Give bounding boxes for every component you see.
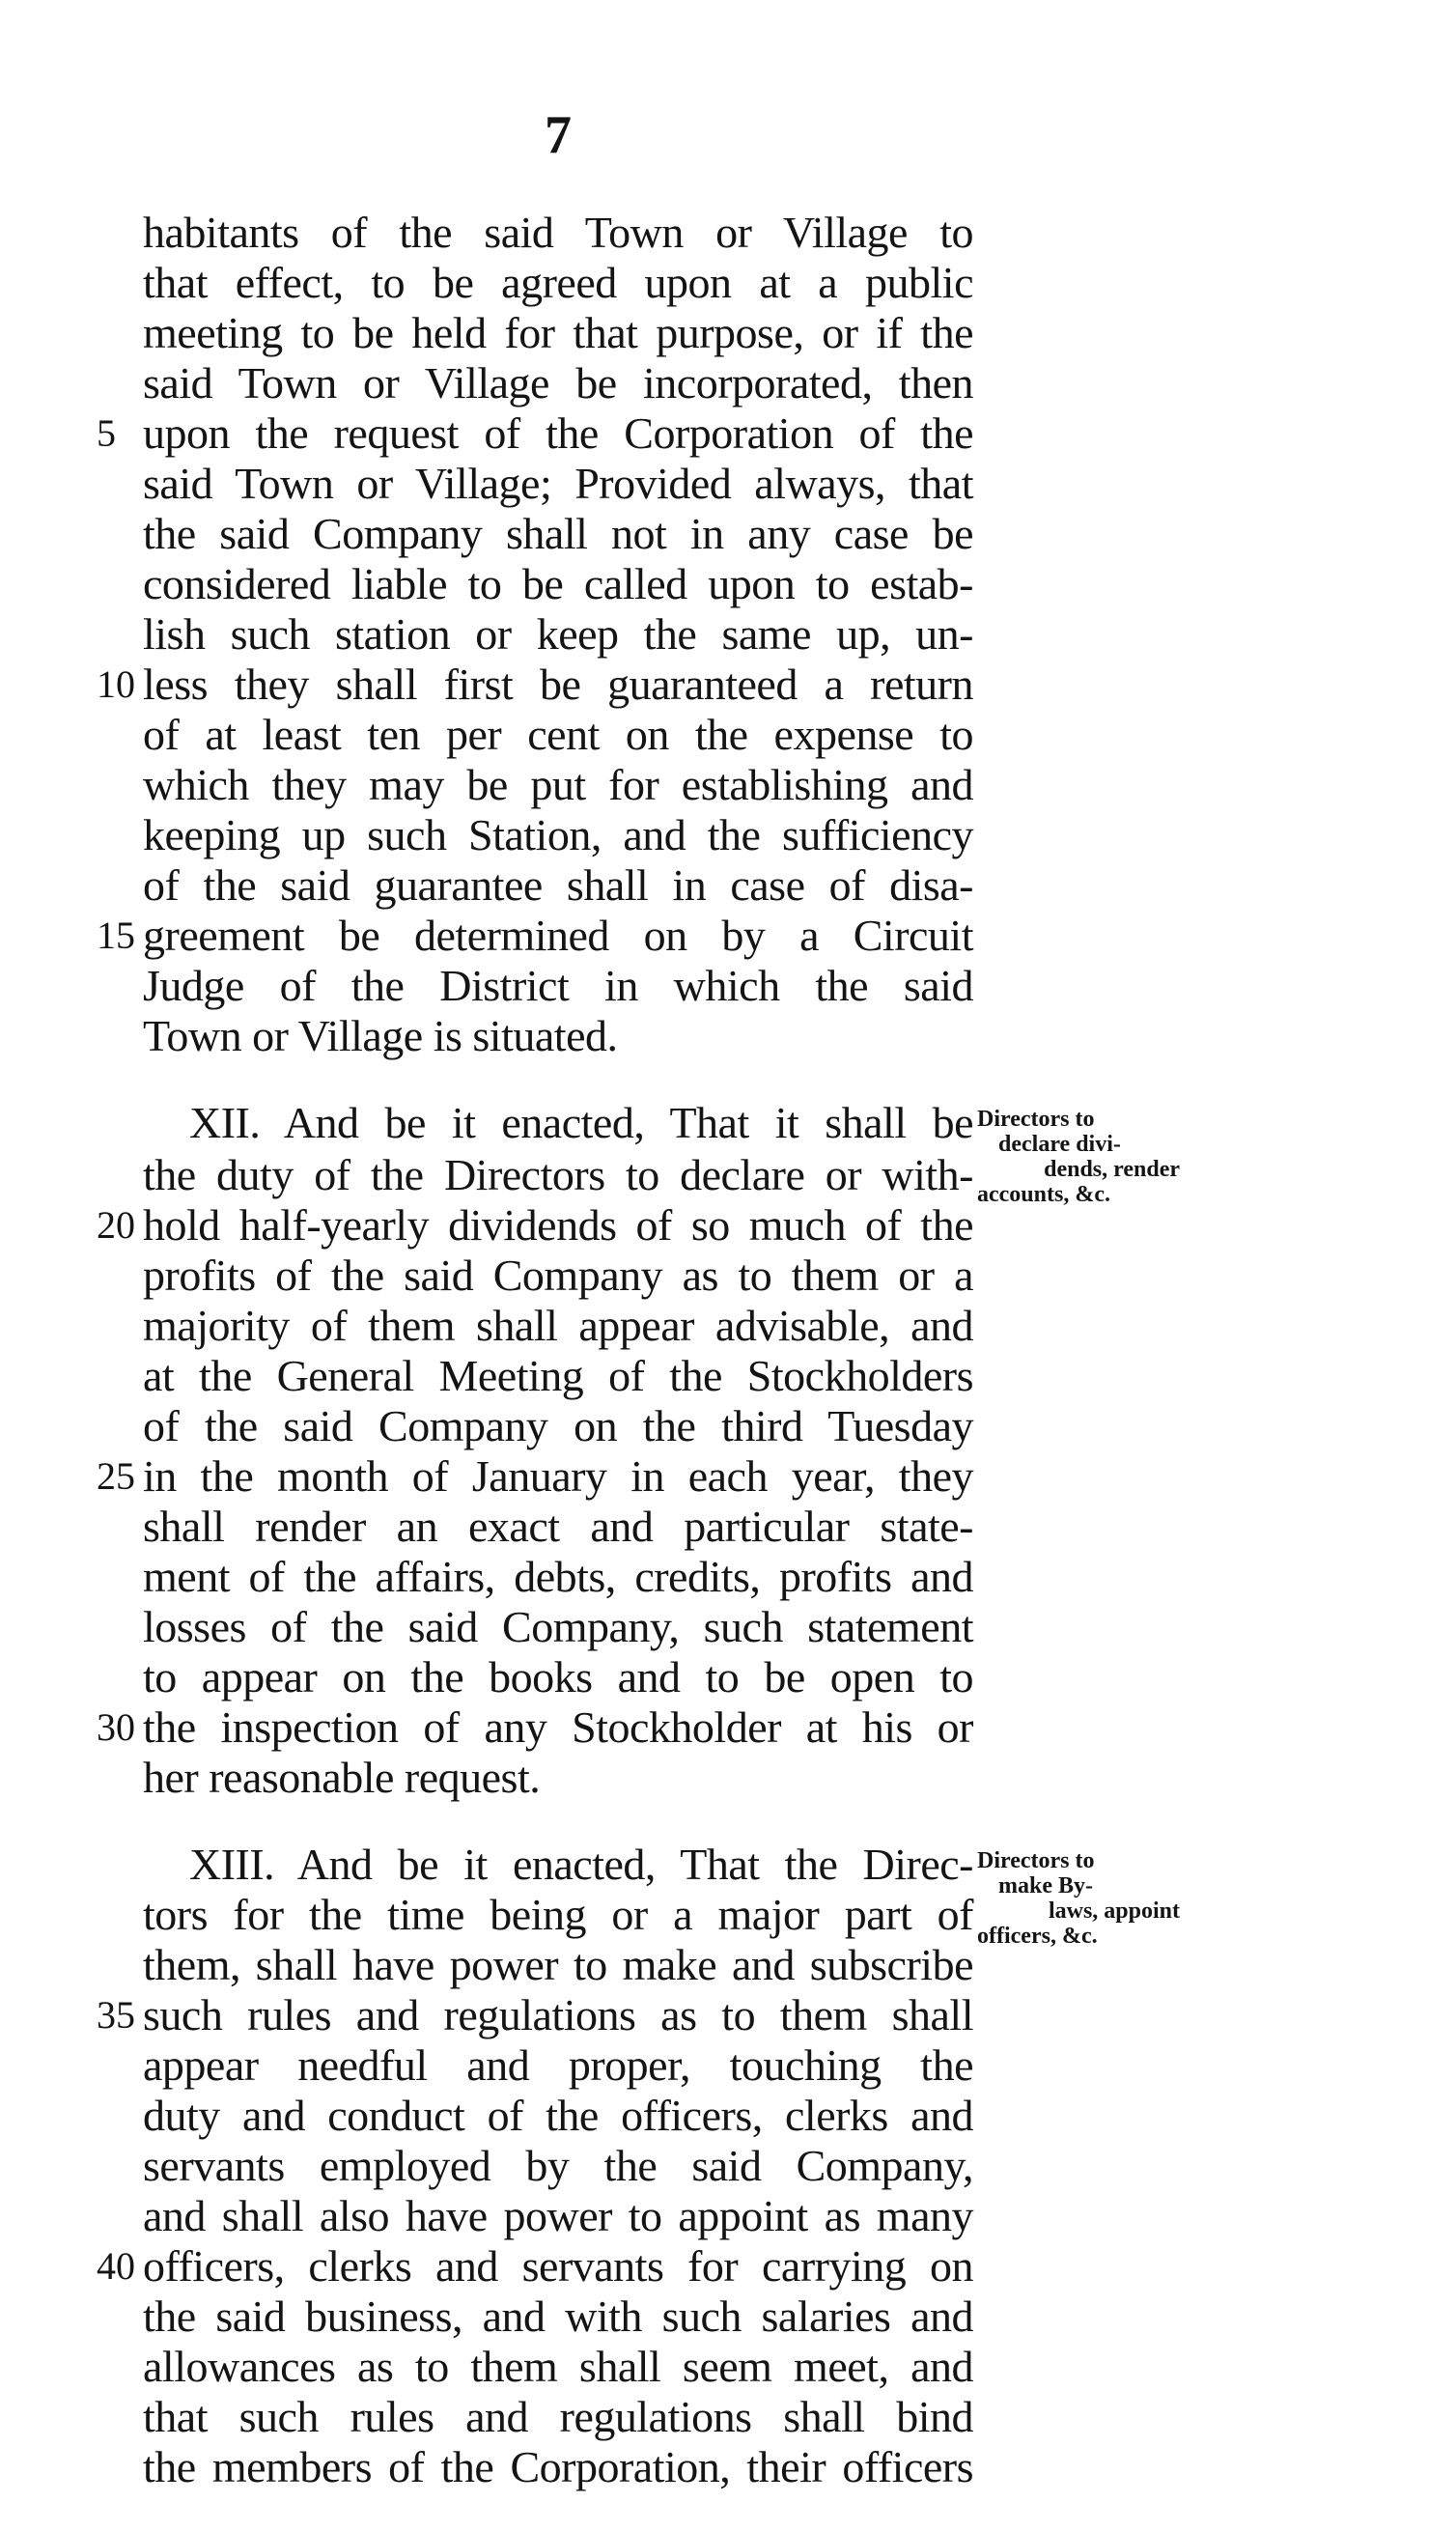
text-line: considered liable to be called upon to estab- xyxy=(143,559,973,608)
margin-note-line: Directors to xyxy=(977,1848,1095,1873)
text-line: the said business, and with such salaries and xyxy=(143,2292,973,2341)
line-number: 30 xyxy=(97,1705,135,1749)
text-line: Judge of the District in which the said xyxy=(143,961,973,1010)
section-heading-line: XIII. And be it enacted, That the Direc- xyxy=(189,1840,973,1889)
text-line: her reasonable request. xyxy=(143,1753,541,1802)
text-line: and shall also have power to appoint as many xyxy=(143,2191,973,2240)
text-line: that such rules and regulations shall bind xyxy=(143,2392,973,2441)
text-line: of the said guarantee shall in case of disa- xyxy=(143,860,973,910)
page-number: 7 xyxy=(545,105,572,165)
text-line: the duty of the Directors to declare or with- xyxy=(143,1150,973,1199)
margin-note-line: declare divi- xyxy=(998,1132,1121,1157)
text-line: them, shall have power to make and subscribe xyxy=(143,1940,973,1989)
line-number: 20 xyxy=(97,1203,135,1247)
text-line: the members of the Corporation, their officers xyxy=(143,2442,973,2491)
text-line: at the General Meeting of the Stockholders xyxy=(143,1351,973,1400)
line-number: 40 xyxy=(97,2244,135,2288)
margin-note-line: officers, &c. xyxy=(977,1924,1098,1949)
text-line: Town or Village is situated. xyxy=(143,1011,618,1060)
line-number: 10 xyxy=(97,662,135,706)
text-line: in the month of January in each year, they xyxy=(143,1451,973,1501)
text-line: of the said Company on the third Tuesday xyxy=(143,1401,973,1450)
text-line: upon the request of the Corporation of the xyxy=(143,408,973,458)
text-line: majority of them shall appear advisable, and xyxy=(143,1301,973,1350)
text-line: allowances as to them shall seem meet, and xyxy=(143,2342,973,2391)
text-line: hold half-yearly dividends of so much of the xyxy=(143,1200,973,1250)
text-line: that effect, to be agreed upon at a public xyxy=(143,258,973,307)
text-line: officers, clerks and servants for carrying on xyxy=(143,2241,973,2291)
margin-note-line: Directors to xyxy=(977,1107,1095,1132)
margin-note-section-13 xyxy=(977,1848,1180,1949)
text-line: said Town or Village be incorporated, then xyxy=(143,358,973,408)
text-line: greement be determined on by a Circuit xyxy=(143,911,973,960)
line-number: 25 xyxy=(97,1454,135,1498)
text-line: meeting to be held for that purpose, or if the xyxy=(143,308,973,357)
text-line: said Town or Village; Provided always, that xyxy=(143,459,973,508)
text-line: appear needful and proper, touching the xyxy=(143,2040,973,2090)
text-line: the inspection of any Stockholder at his or xyxy=(143,1702,973,1752)
text-line: ment of the affairs, debts, credits, profits and xyxy=(143,1552,973,1601)
text-line: losses of the said Company, such statement xyxy=(143,1602,973,1651)
margin-note-line: accounts, &c. xyxy=(977,1182,1110,1207)
text-line: keeping up such Station, and the sufficiency xyxy=(143,810,973,859)
text-line: such rules and regulations as to them shall xyxy=(143,1990,973,2039)
text-line: shall render an exact and particular state- xyxy=(143,1502,973,1551)
margin-note-line: make By- xyxy=(998,1873,1093,1898)
text-line: duty and conduct of the officers, clerks and xyxy=(143,2091,973,2140)
text-line: less they shall first be guaranteed a return xyxy=(143,660,973,709)
line-number: 35 xyxy=(97,1993,135,2037)
line-number: 5 xyxy=(97,411,116,455)
text-line: habitants of the said Town or Village to xyxy=(143,208,973,257)
section-heading-line: XII. And be it enacted, That it shall be xyxy=(189,1098,973,1147)
text-line: the said Company shall not in any case be xyxy=(143,509,973,558)
margin-note-section-12 xyxy=(977,1107,1180,1207)
text-line: which they may be put for establishing and xyxy=(143,760,973,809)
text-line: servants employed by the said Company, xyxy=(143,2141,973,2190)
margin-note-line: dends, render xyxy=(1044,1157,1180,1182)
margin-note-line: laws, appoint xyxy=(1048,1898,1180,1924)
text-line: tors for the time being or a major part of xyxy=(143,1890,973,1939)
text-line: profits of the said Company as to them or a xyxy=(143,1251,973,1300)
text-line: of at least ten per cent on the expense to xyxy=(143,710,973,759)
text-line: lish such station or keep the same up, un- xyxy=(143,609,973,659)
line-number: 15 xyxy=(97,914,135,957)
text-line: to appear on the books and to be open to xyxy=(143,1652,973,1701)
